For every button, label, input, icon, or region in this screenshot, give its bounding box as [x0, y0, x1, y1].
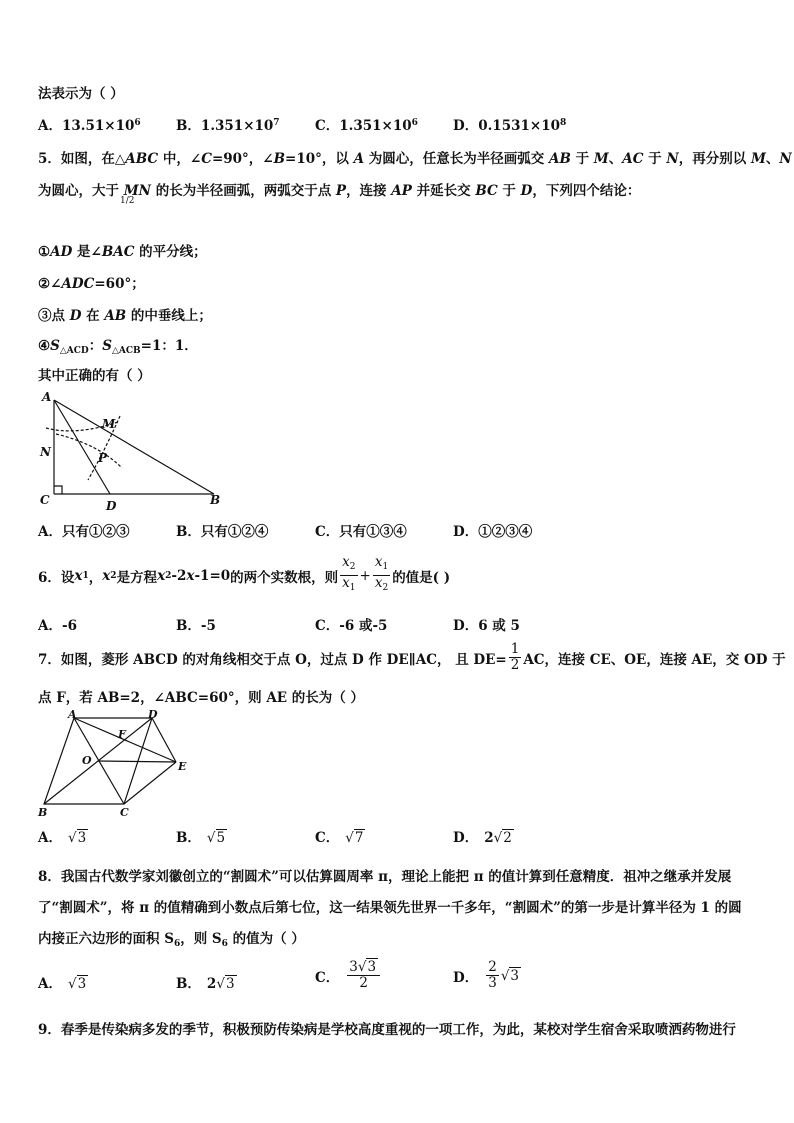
- q5-arc-n: [56, 434, 122, 468]
- q8-option-a[interactable]: A． √3: [38, 976, 87, 992]
- q8-stem-line2: 了“割圆术”，将 π 的值精确到小数点后第七位，这一结果领先世界一千多年，“割圆术”的第一步是计算半径为 1 的圆: [38, 900, 742, 916]
- q7-option-c[interactable]: C． √7: [315, 830, 364, 846]
- q5-option-b[interactable]: B．只有①②④: [176, 524, 269, 540]
- q7-stem-line2: 点 F，若 AB=2，∠ABC=60°，则 AE 的长为（ ）: [38, 690, 364, 706]
- q5-label-b: B: [210, 493, 221, 507]
- q5-conclusion-4: $④S_{\triangle ACD}$：$S_{\triangle ACB}=1$：1．: [38, 338, 198, 356]
- q7-label-d: D: [148, 708, 158, 721]
- q4-option-a[interactable]: A．$13.51\times 10^6$: [38, 118, 141, 134]
- q7-label-b: B: [38, 806, 48, 819]
- q7-label-a: A: [68, 708, 77, 721]
- q7-segment-ce: [124, 762, 176, 804]
- q5-stem-line2: 为圆心，大于 MN 的长为半径画弧，两弧交于点 P，连接 AP 并延长交 BC 于 D，下列四个结论：: [38, 183, 641, 199]
- q5-label-n: N: [40, 445, 51, 459]
- q7-label-o: O: [82, 754, 92, 767]
- q7-label-f: F: [118, 728, 126, 741]
- q6-option-d[interactable]: D．6 或 5: [453, 618, 520, 634]
- q5-option-d[interactable]: D．①②③④: [453, 524, 533, 540]
- q7-half: $\frac{1}{2}$: [510, 641, 520, 673]
- q9-stem-line1: 9．春季是传染病多发的季节，积极预防传染病是学校高度重视的一项工作，为此，某校对学生宿舍采取喷洒药物进行: [38, 1022, 736, 1038]
- q5-label-m: M: [102, 417, 116, 431]
- q5-bisector-ad: [54, 400, 110, 494]
- q5-half-fraction: 1/2: [120, 196, 135, 206]
- q7-segment-de: [152, 718, 176, 762]
- q5-label-p: P: [98, 451, 108, 465]
- q5-conclusion-1: ①AD 是∠BAC 的平分线；: [38, 244, 207, 260]
- q4-option-d[interactable]: D．$0.1531\times 10^8$: [453, 118, 567, 134]
- q6-option-b[interactable]: B．-5: [176, 618, 216, 634]
- q8-option-d[interactable]: D． $\frac{2}{3}$ √3: [453, 959, 520, 991]
- q5-stem-line1: 5．如图，在△ABC 中，∠C=90°，∠B=10°，以 A 为圆心，任意长为半径画弧交 AB 于 M、AC 于 N，再分别以 M、N: [38, 151, 792, 167]
- q7-label-c: C: [120, 806, 129, 819]
- q7-rhombus-figure: [34, 708, 194, 820]
- q6-option-a[interactable]: A．-6: [38, 618, 77, 634]
- q7-option-d[interactable]: D． 2√2: [453, 830, 512, 846]
- q6-option-c[interactable]: C．-6 或-5: [315, 618, 388, 634]
- q5-label-c: C: [40, 493, 50, 507]
- q8-option-b[interactable]: B． 2√3: [176, 976, 235, 992]
- q5-label-d: D: [106, 499, 117, 512]
- q7-label-e: E: [178, 760, 187, 773]
- q5-right-angle-mark: [54, 486, 62, 494]
- q5-question: 其中正确的有（ ）: [38, 368, 151, 384]
- q5-triangle-figure: [36, 388, 226, 512]
- q5-conclusion-3: ③点 D 在 AB 的中垂线上；: [38, 308, 212, 324]
- q5-side-ab: [54, 400, 214, 494]
- q5-option-a[interactable]: A．只有①②③: [38, 524, 130, 540]
- q8-option-c[interactable]: C． $\frac{3√3}{2}$: [315, 960, 382, 991]
- q5-conclusion-2: ②∠ADC=60°；: [38, 276, 145, 292]
- q6-plus: +: [359, 567, 371, 584]
- q4-tail: 法表示为（ ）: [38, 86, 124, 102]
- q6-stem: 6． 设 x 1 ， x 2 是方程 x 2 -2 x -1=0 的两个实数根，则 $\frac{x_2}{x_1}$ + $\frac{x_1}{x_2}$ 的值是( ): [38, 555, 450, 596]
- q6-frac-2: $\frac{x_1}{x_2}$: [374, 554, 389, 593]
- q4-option-b[interactable]: B．$1.351\times 10^7$: [176, 118, 280, 134]
- q5-option-c[interactable]: C．只有①③④: [315, 524, 407, 540]
- q7-option-a[interactable]: A． √3: [38, 830, 87, 846]
- q8-stem-line1: 8．我国古代数学家刘徽创立的“割圆术”可以估算圆周率 π，理论上能把 π 的值计算到任意精度．祖冲之继承并发展: [38, 869, 732, 885]
- q5-label-a: A: [42, 390, 52, 404]
- q4-option-c[interactable]: C．$1.351\times 10^6$: [315, 118, 418, 134]
- q7-option-b[interactable]: B． √5: [176, 830, 226, 846]
- q7-stem-line1: 7． 如图，菱形 ABCD 的对角线相交于点 O，过点 D 作 DE∥AC， 且 DE= $\frac{1}{2}$ AC，连接 CE、OE，连接 AE，交 OD 于: [38, 641, 786, 673]
- q8-stem-line3: 内接正六边形的面积 $S_6$，则 $S_6$ 的值为（ ）: [38, 931, 305, 949]
- q7-segment-oe: [98, 761, 176, 762]
- q6-frac-1: $\frac{x_2}{x_1}$: [342, 554, 356, 593]
